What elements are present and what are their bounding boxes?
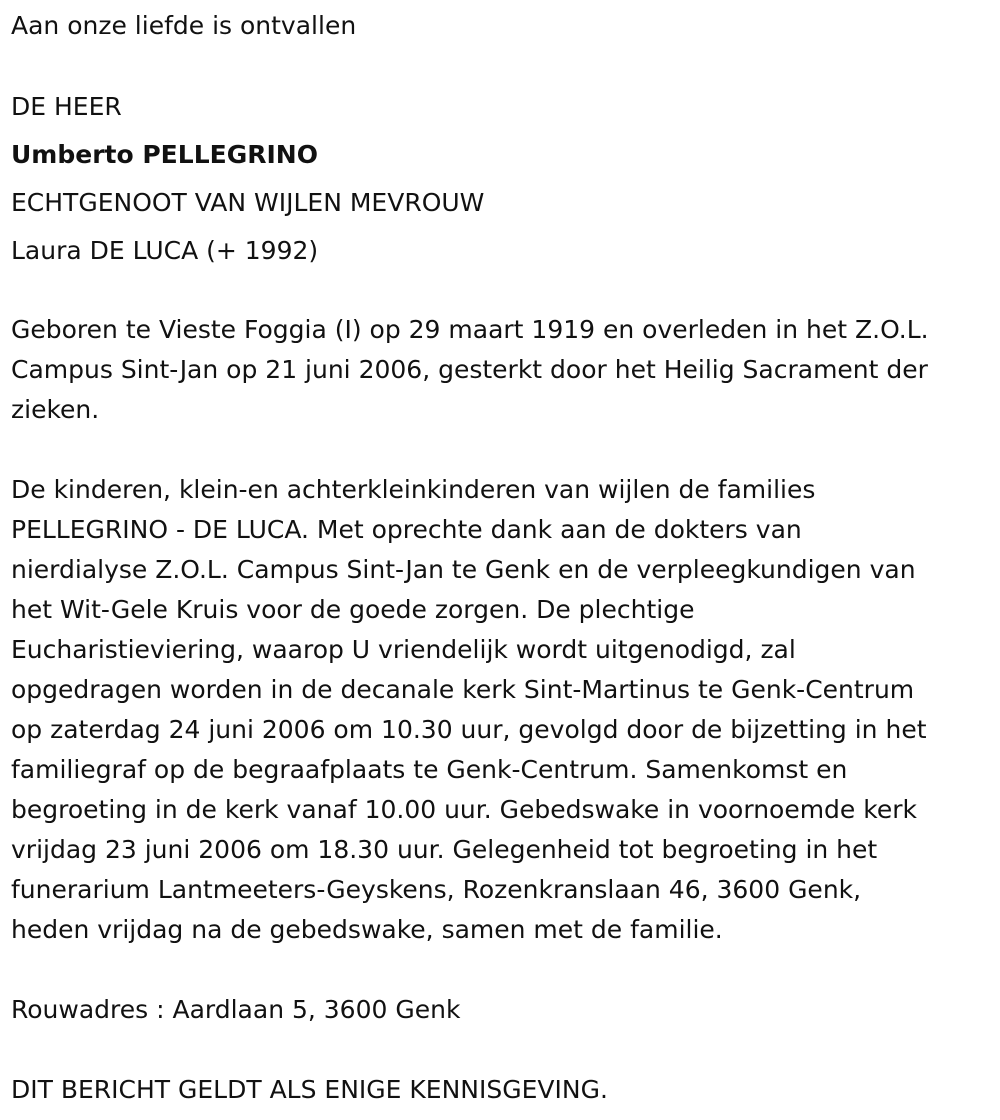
text-line: Campus Sint-Jan op 21 juni 2006, gesterkt door het Heilig Sacrament der xyxy=(11,355,928,384)
text-line: funerarium Lantmeeters-Geyskens, Rozenkranslaan 46, 3600 Genk, xyxy=(11,875,862,904)
text-line: zieken. xyxy=(11,395,100,424)
spouse-line: ECHTGENOOT VAN WIJLEN MEVROUW xyxy=(11,188,485,217)
opening-line: Aan onze liefde is ontvallen xyxy=(11,11,357,40)
deceased-name: Umberto PELLEGRINO xyxy=(11,140,318,169)
mourning-address: Rouwadres : Aardlaan 5, 3600 Genk xyxy=(11,995,461,1024)
text-line: begroeting in de kerk vanaf 10.00 uur. Gebedswake in voornoemde kerk xyxy=(11,795,917,824)
birth-paragraph xyxy=(11,310,996,430)
honorific: DE HEER xyxy=(11,92,122,121)
family-paragraph xyxy=(11,470,996,950)
text-line: vrijdag 23 juni 2006 om 18.30 uur. Gelegenheid tot begroeting in het xyxy=(11,835,878,864)
text-line: Eucharistieviering, waarop U vriendelijk wordt uitgenodigd, zal xyxy=(11,635,796,664)
text-line: het Wit-Gele Kruis voor de goede zorgen. De plechtige xyxy=(11,595,695,624)
spouse-name: Laura DE LUCA (+ 1992) xyxy=(11,236,319,265)
text-line: PELLEGRINO - DE LUCA. Met oprechte dank aan de dokters van xyxy=(11,515,802,544)
text-line: heden vrijdag na de gebedswake, samen met de familie. xyxy=(11,915,723,944)
text-line: opgedragen worden in de decanale kerk Sint-Martinus te Genk-Centrum xyxy=(11,675,915,704)
text-line: Geboren te Vieste Foggia (I) op 29 maart 1919 en overleden in het Z.O.L. xyxy=(11,315,929,344)
text-line: familiegraf op de begraafplaats te Genk-Centrum. Samenkomst en xyxy=(11,755,848,784)
text-line: nierdialyse Z.O.L. Campus Sint-Jan te Genk en de verpleegkundigen van xyxy=(11,555,916,584)
closing-notice: DIT BERICHT GELDT ALS ENIGE KENNISGEVING. xyxy=(11,1075,608,1104)
text-line: De kinderen, klein-en achterkleinkinderen van wijlen de families xyxy=(11,475,816,504)
text-line: op zaterdag 24 juni 2006 om 10.30 uur, gevolgd door de bijzetting in het xyxy=(11,715,927,744)
